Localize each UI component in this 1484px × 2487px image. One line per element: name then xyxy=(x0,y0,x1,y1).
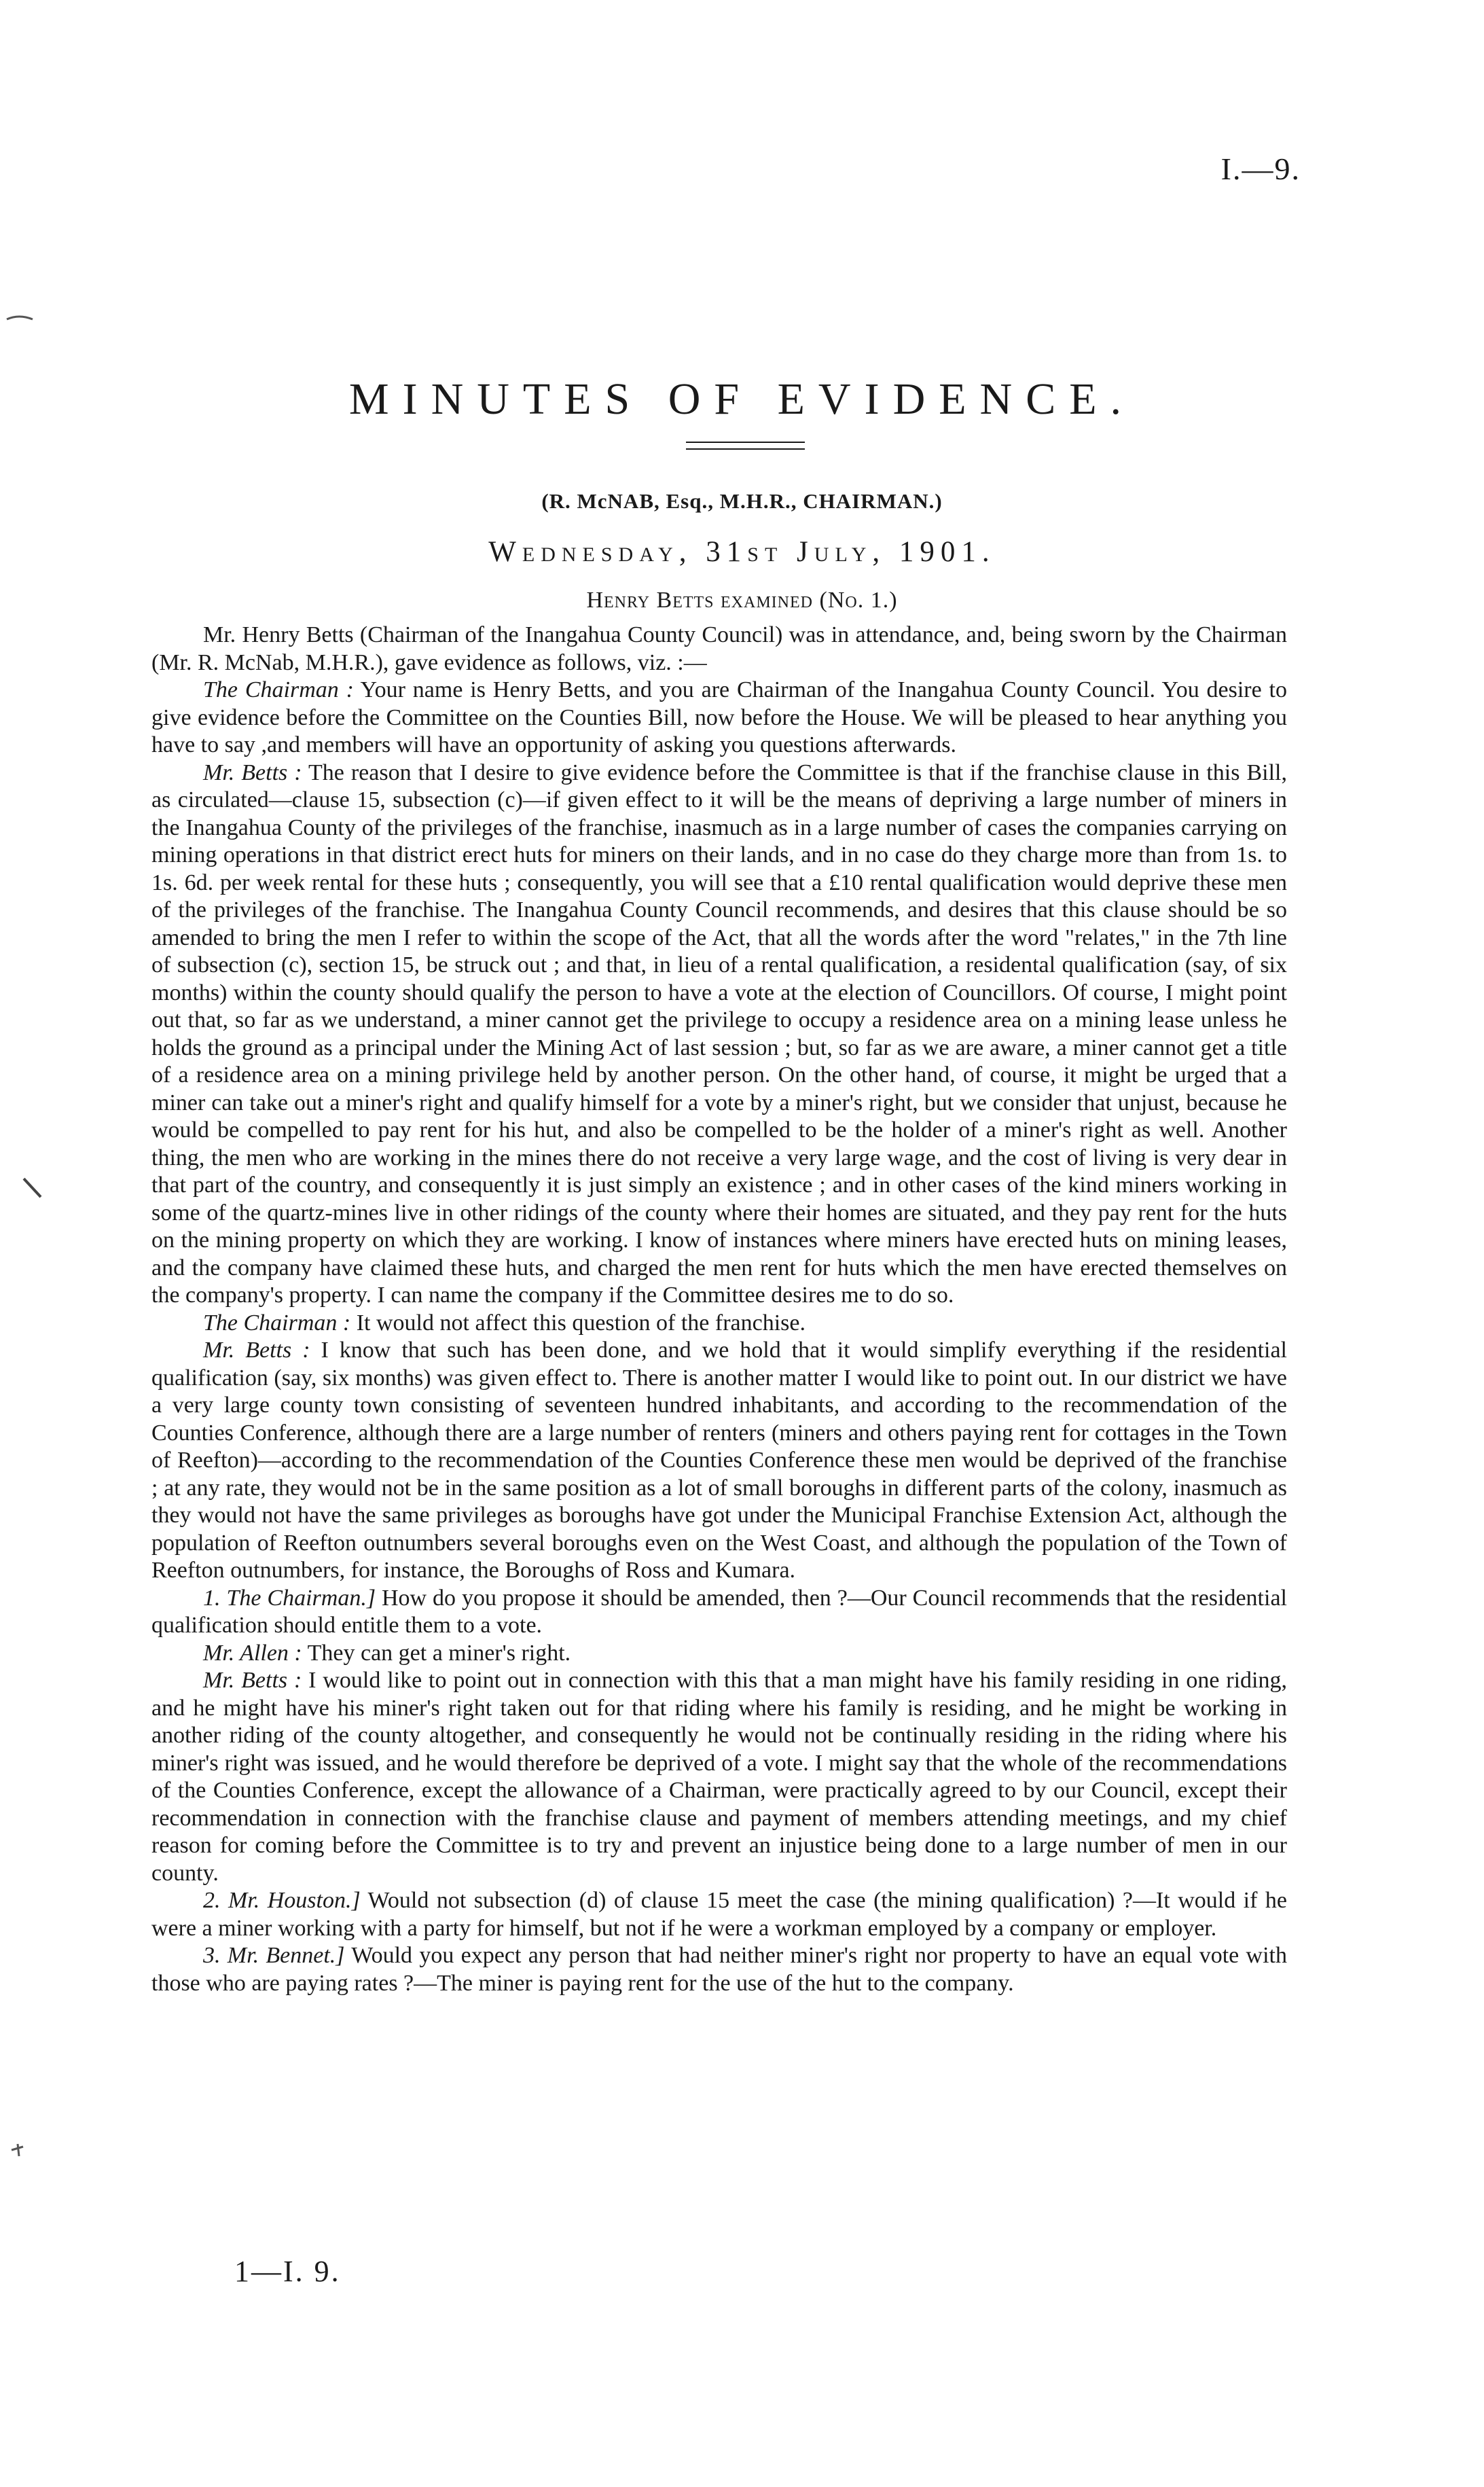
evidence-paragraph xyxy=(151,1667,1287,1887)
evidence-paragraph xyxy=(151,759,1287,1310)
examined-heading: Henry Betts examined (No. 1.) xyxy=(586,588,898,613)
speaker-label: 1. The Chairman.] xyxy=(203,1585,376,1611)
evidence-paragraph xyxy=(151,622,1287,677)
paragraph-text: Mr. Henry Betts (Chairman of the Inangahua County Council) was in attendance, and, being sworn by the Chairman (Mr. R. McNab, M.H.R.), gave evidence as follows, viz. :— xyxy=(151,622,1287,675)
session-date: Wednesday, 31st July, 1901. xyxy=(488,536,996,568)
scan-mark-middle-left xyxy=(20,1175,48,1202)
paragraph-text: Would you expect any person that had neither miner's right nor property to have an equal vote with those who are paying rates ?—The miner is paying rent for the use of the hut to the company. xyxy=(151,1943,1287,1996)
evidence-paragraph xyxy=(151,1942,1287,1997)
speaker-label: The Chairman : xyxy=(203,1310,351,1336)
scan-mark-top-left xyxy=(5,299,46,340)
paragraph-text: I know that such has been done, and we hold that it would simplify everything if the residential qualification (say, six months) was given effect to. There is another matter I would like to point out. In our district we have a very large county town consisting of seventeen hundred inhabitants, and according to the recommendation of the Counties Conference, although there are a large number of renters (miners and others paying rent for cottages in the Town of Reefton)—according to the recommendation of the Counties Conference these men would be deprived of the franchise ; at any rate, they would not be in the same position as a lot of small boroughs in different parts of the colony, inasmuch as they would not have the same privileges as boroughs have got under the Municipal Franchise Extension Act, although the population of Reefton outnumbers several boroughs even on the West Coast, and although the population of the Town of Reefton outnumbers, for instance, the Boroughs of Ross and Kumara. xyxy=(151,1338,1287,1583)
document-title: MINUTES OF EVIDENCE. xyxy=(348,374,1136,424)
paragraph-text: I would like to point out in connection with this that a man might have his family residing in one riding, and he might have his miner's right taken out for that riding where his family is residing, and he might be working in another riding of the county altogether, and consequently he would not be continually residing in the riding where his miner's right was issued, and he would therefore be deprived of a vote. I might say that the whole of the recommendations of the Counties Conference, except the allowance of a Chairman, were practically agreed to by our Council, except their recommendation in connection with the franchise clause and payment of members attending meetings, and my chief reason for coming before the Committee is to try and prevent an injustice being done to a large number of men in our county. xyxy=(151,1668,1287,1886)
scan-mark-bottom-left xyxy=(8,2140,29,2160)
title-double-rule xyxy=(686,442,805,450)
paragraph-text: How do you propose it should be amended, then ?—Our Council recommends that the residential qualification should entitle them to a vote. xyxy=(151,1585,1287,1638)
speaker-label: Mr. Betts : xyxy=(203,759,302,785)
evidence-paragraph xyxy=(151,1640,1287,1668)
paragraph-text: They can get a miner's right. xyxy=(302,1640,571,1666)
speaker-label: 2. Mr. Houston.] xyxy=(203,1888,361,1913)
evidence-paragraph xyxy=(151,1585,1287,1640)
speaker-label: 3. Mr. Bennet.] xyxy=(203,1943,345,1968)
evidence-paragraph xyxy=(151,677,1287,759)
evidence-paragraph xyxy=(151,1887,1287,1942)
evidence-paragraph xyxy=(151,1310,1287,1338)
chairman-line: (R. McNAB, Esq., M.H.R., CHAIRMAN.) xyxy=(541,489,943,513)
paragraph-text: Your name is Henry Betts, and you are Chairman of the Inangahua County Council. You desire to give evidence before the Committee on the Counties Bill, now before the House. We will be pleased to hear anything you have to say ,and members will have an opportunity of asking you questions afterwards. xyxy=(151,677,1287,757)
evidence-paragraph xyxy=(151,1337,1287,1585)
page-reference: I.—9. xyxy=(1220,151,1301,186)
paragraph-text: It would not affect this question of the franchise. xyxy=(350,1310,806,1336)
paragraph-text: Would not subsection (d) of clause 15 meet the case (the mining qualification) ?—It would if he were a miner working with a party for himself, but not if he were a workman employed by a company or employer. xyxy=(151,1888,1288,1941)
speaker-label: Mr. Betts : xyxy=(203,1338,310,1363)
paragraph-text: The reason that I desire to give evidence before the Committee is that if the franchise clause in this Bill, as circulated—clause 15, subsection (c)—if given effect to it will be the means of depriving a large number of miners in the Inangahua County of the privileges of the franchise, inasmuch as in a large number of cases the companies carrying on mining operations in that district erect huts for miners on their lands, and in no case do they charge more than from 1s. to 1s. 6d. per week rental for these huts ; consequently, you will see that a £10 rental qualification would deprive these men of the privileges of the franchise. The Inangahua County Council recommends, and desires that this clause should be so amended to bring the men I refer to within the scope of the Act, that all the words after the word "relates," in the 7th line of subsection (c), section 15, be struck out ; and that, in lieu of a rental qualification, a residental qualification (say, of six months) within the county should qualify the person to have a vote at the election of Councillors. Of course, I might point out that, so far as we understand, a miner cannot get the privilege to occupy a residence area on a mining lease unless he holds the ground as a principal under the Mining Act of last session ; but, so far as we are aware, a miner cannot get a title of a residence area on a mining privilege held by another person. On the other hand, of course, it might be urged that a miner can take out a miner's right and qualify himself for a vote by a miner's right, but we consider that unjust, because he would be compelled to pay rent for his hut, and also be compelled to be the holder of a miner's right as well. Another thing, the men who are working in the mines there do not receive a very large wage, and the cost of living is very dear in that part of the country, and consequently it is just simply an existence ; and in other cases of the kind miners working in some of the quartz-mines live in other ridings of the county where their homes are situated, and they pay rent for the huts on the mining property on which they are working. I know of instances where miners have erected huts on mining leases, and the company have claimed these huts, and charged the men rent for huts which the men have erected themselves on the company's property. I can name the company if the Committee desires me to do so. xyxy=(151,759,1287,1308)
speaker-label: Mr. Allen : xyxy=(203,1640,302,1666)
speaker-label: The Chairman : xyxy=(203,677,354,702)
speaker-label: Mr. Betts : xyxy=(203,1668,302,1693)
evidence-body xyxy=(151,622,1287,1997)
sheet-reference: 1—I. 9. xyxy=(234,2255,341,2288)
